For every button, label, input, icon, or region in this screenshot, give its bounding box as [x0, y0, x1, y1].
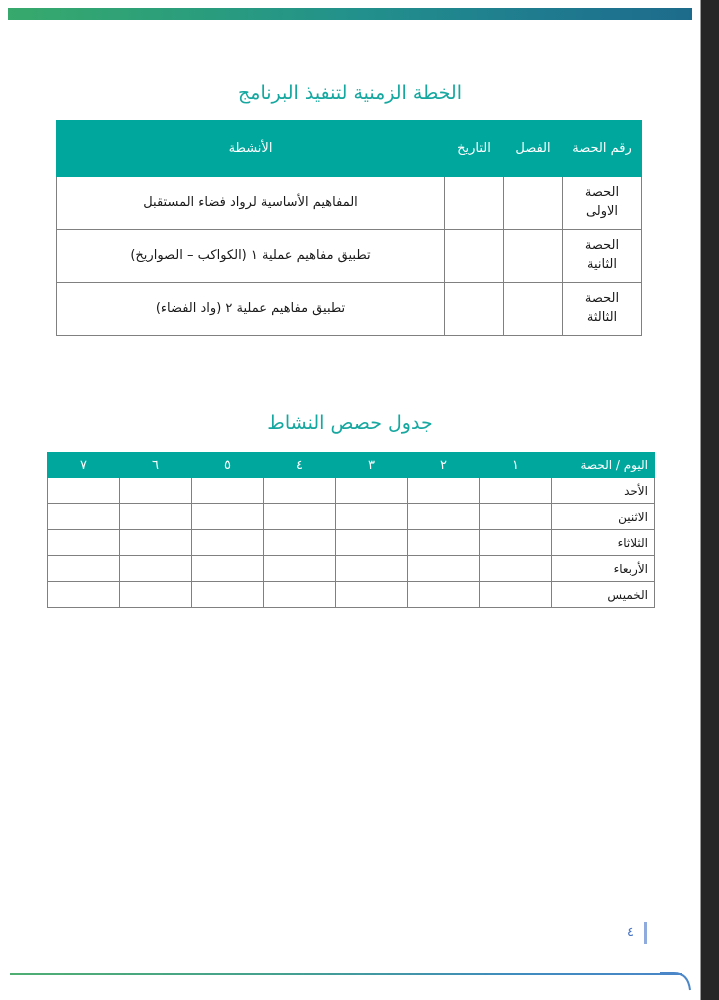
activity-cell[interactable] — [48, 504, 120, 530]
activity-cell[interactable] — [48, 478, 120, 504]
timeline-cell-activities: المفاهيم الأساسية لرواد فضاء المستقبل — [57, 177, 445, 230]
activity-table-head — [48, 453, 655, 478]
page-number-divider — [644, 922, 647, 944]
activity-header-slot-3: ٣ — [336, 453, 408, 478]
activity-cell[interactable] — [480, 556, 552, 582]
activity-cell[interactable] — [264, 556, 336, 582]
activity-cell[interactable] — [264, 504, 336, 530]
activity-cell[interactable] — [336, 504, 408, 530]
activity-cell[interactable] — [264, 530, 336, 556]
bottom-decorative-curve — [660, 956, 694, 994]
activity-cell[interactable] — [408, 504, 480, 530]
timeline-plan-table — [56, 120, 642, 336]
activity-header-slot-7: ٧ — [48, 453, 120, 478]
activity-cell[interactable] — [120, 478, 192, 504]
table-row — [57, 177, 642, 230]
activity-header-day: اليوم / الحصة — [552, 453, 655, 478]
timeline-cell-date — [445, 230, 504, 283]
activity-cell[interactable] — [48, 582, 120, 608]
timeline-cell-term — [504, 177, 563, 230]
activity-header-slot-2: ٢ — [408, 453, 480, 478]
activity-cell[interactable] — [192, 504, 264, 530]
activity-day-label: الخميس — [552, 582, 655, 608]
table-row — [48, 582, 655, 608]
table-row — [57, 283, 642, 336]
activity-cell[interactable] — [480, 504, 552, 530]
activity-cell[interactable] — [192, 556, 264, 582]
activity-table-body — [48, 478, 655, 608]
activity-cell[interactable] — [408, 582, 480, 608]
activity-day-label: الثلاثاء — [552, 530, 655, 556]
activity-cell[interactable] — [408, 556, 480, 582]
top-decorative-bar — [8, 8, 692, 20]
activity-header-slot-4: ٤ — [264, 453, 336, 478]
activity-cell[interactable] — [336, 582, 408, 608]
activity-section-title: جدول حصص النشاط — [267, 412, 433, 434]
page-gutter — [700, 0, 719, 1000]
timeline-header-row — [57, 121, 642, 177]
activity-day-label: الاثنين — [552, 504, 655, 530]
activity-cell[interactable] — [480, 478, 552, 504]
activity-cell[interactable] — [480, 582, 552, 608]
activity-cell[interactable] — [192, 582, 264, 608]
table-row — [57, 230, 642, 283]
timeline-cell-session: الحصة الاولى — [563, 177, 642, 230]
activity-sessions-table — [47, 452, 655, 608]
timeline-cell-activities: تطبيق مفاهيم عملية ١ (الكواكب – الصواريخ) — [57, 230, 445, 283]
activity-cell[interactable] — [120, 530, 192, 556]
activity-cell[interactable] — [264, 582, 336, 608]
timeline-header-session: رقم الحصة — [563, 121, 642, 177]
activity-cell[interactable] — [120, 582, 192, 608]
activity-cell[interactable] — [48, 556, 120, 582]
timeline-cell-session: الحصة الثالثة — [563, 283, 642, 336]
timeline-cell-session: الحصة الثانية — [563, 230, 642, 283]
bottom-decorative-line — [10, 973, 682, 975]
timeline-header-term: الفصل — [504, 121, 563, 177]
timeline-cell-date — [445, 283, 504, 336]
activity-header-slot-1: ١ — [480, 453, 552, 478]
activity-cell[interactable] — [120, 556, 192, 582]
timeline-cell-date — [445, 177, 504, 230]
activity-cell[interactable] — [264, 478, 336, 504]
table-row — [48, 478, 655, 504]
activity-cell[interactable] — [192, 478, 264, 504]
activity-cell[interactable] — [408, 530, 480, 556]
timeline-cell-term — [504, 230, 563, 283]
activity-cell[interactable] — [408, 478, 480, 504]
table-row — [48, 556, 655, 582]
timeline-header-activities: الأنشطة — [57, 121, 445, 177]
page-number: ٤ — [627, 925, 634, 940]
activity-day-label: الأحد — [552, 478, 655, 504]
timeline-cell-term — [504, 283, 563, 336]
table-row — [48, 504, 655, 530]
activity-header-slot-6: ٦ — [120, 453, 192, 478]
activity-cell[interactable] — [336, 556, 408, 582]
timeline-table-head — [57, 121, 642, 177]
timeline-table-body — [57, 177, 642, 336]
timeline-header-date: التاريخ — [445, 121, 504, 177]
activity-cell[interactable] — [192, 530, 264, 556]
activity-header-slot-5: ٥ — [192, 453, 264, 478]
activity-cell[interactable] — [480, 530, 552, 556]
activity-cell[interactable] — [48, 530, 120, 556]
timeline-section-title: الخطة الزمنية لتنفيذ البرنامج — [238, 82, 462, 104]
activity-cell[interactable] — [336, 530, 408, 556]
table-row — [48, 530, 655, 556]
activity-cell[interactable] — [336, 478, 408, 504]
activity-header-row — [48, 453, 655, 478]
activity-cell[interactable] — [120, 504, 192, 530]
activity-day-label: الأربعاء — [552, 556, 655, 582]
timeline-cell-activities: تطبيق مفاهيم عملية ٢ (واد الفضاء) — [57, 283, 445, 336]
